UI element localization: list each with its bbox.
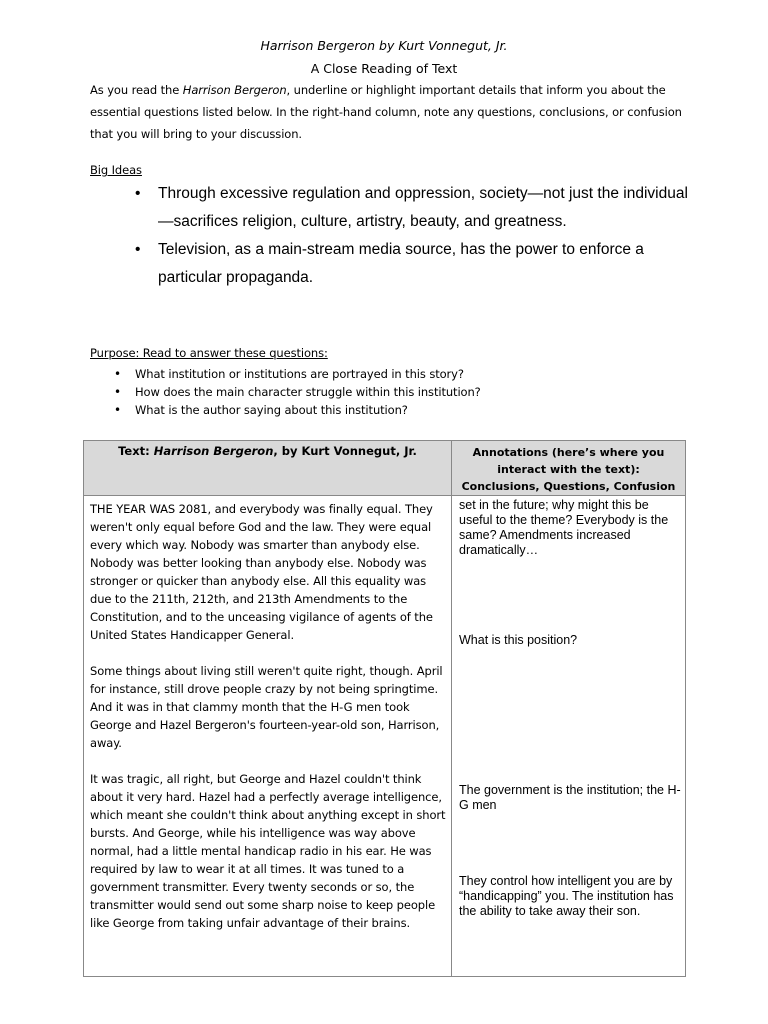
column-divider — [451, 441, 452, 976]
annotations-header-line: Conclusions, Questions, Confusion — [461, 480, 676, 493]
purpose-question: • What institution or institutions are portrayed in this story? — [108, 365, 481, 383]
intro-story-title: Harrison Bergeron — [182, 83, 287, 97]
story-text-cell — [90, 500, 446, 950]
purpose-question: • How does the main character struggle within this institution? — [108, 383, 481, 401]
purpose-question: • What is the author saying about this institution? — [108, 401, 481, 419]
table-header — [84, 441, 685, 496]
document-subtitle: A Close Reading of Text — [310, 61, 458, 76]
intro-paragraph — [90, 79, 690, 145]
annotation-note: They control how intelligent you are by “handicapping” you. The institution has the ability to take away their son. — [459, 874, 674, 918]
text-column-header — [84, 444, 451, 458]
intro-prefix: As you read the — [90, 83, 183, 97]
big-idea-item: • Television, as a main-stream media source, has the power to enforce a particular propaganda. — [130, 236, 690, 292]
annotations-header-line: interact with the text): — [497, 463, 640, 476]
big-idea-item: • Through excessive regulation and oppression, society—not just the individual—sacrifices religion, culture, artistry, beauty, and greatness. — [130, 180, 690, 236]
annotation-note: set in the future; why might this be useful to the theme? Everybody is the same? Amendments increased dramatically… — [459, 498, 669, 557]
purpose-heading: Purpose: Read to answer these questions: — [90, 346, 328, 360]
purpose-questions-list — [108, 365, 481, 419]
document-title: Harrison Bergeron by Kurt Vonnegut, Jr. — [260, 38, 508, 53]
annotations-header-line: Annotations (here’s where you — [472, 446, 665, 459]
annotation-note: The government is the institution; the H-G men — [459, 783, 681, 812]
annotation-note: What is this position? — [459, 633, 578, 647]
intro-suffix: , underline or highlight important details that inform you about the essential questions listed below. In the right-hand column, note any questions, conclusions, or confusion that you will bring to your discussion. — [90, 83, 682, 141]
text-header-suffix: , by Kurt Vonnegut, Jr. — [273, 444, 417, 458]
annotations-column-header — [452, 444, 685, 495]
reading-table — [83, 440, 686, 977]
story-paragraph: THE YEAR WAS 2081, and everybody was finally equal. They weren't only equal before God and the law. They were equal every which way. Nobody was smarter than anybody else. Nobody was better looking than anybody else. Nobody was stronger or quicker than anybody else. All this equality was due to the 211th, 212th, and 213th Amendments to the Constitution, and to the unceasing vigilance of agents of the United States Handicapper General. — [90, 502, 433, 642]
text-header-title: Harrison Bergeron — [153, 444, 274, 458]
text-header-prefix: Text: — [118, 444, 154, 458]
big-ideas-list — [130, 180, 690, 292]
big-ideas-heading: Big Ideas — [90, 163, 142, 177]
story-paragraph: Some things about living still weren't quite right, though. April for instance, still drove people crazy by not being springtime. And it was in that clammy month that the H-G men took George and Hazel Bergeron's fourteen-year-old son, Harrison, away. — [90, 664, 443, 750]
story-paragraph: It was tragic, all right, but George and Hazel couldn't think about it very hard. Hazel had a perfectly average intelligence, which meant she couldn't think about anything except in short bursts. And George, while his intelligence was way above normal, had a little mental handicap radio in his ear. He was required by law to wear it at all times. It was tuned to a government transmitter. Every twenty seconds or so, the transmitter would send out some sharp noise to keep people like George from taking unfair advantage of their brains. — [90, 772, 446, 930]
